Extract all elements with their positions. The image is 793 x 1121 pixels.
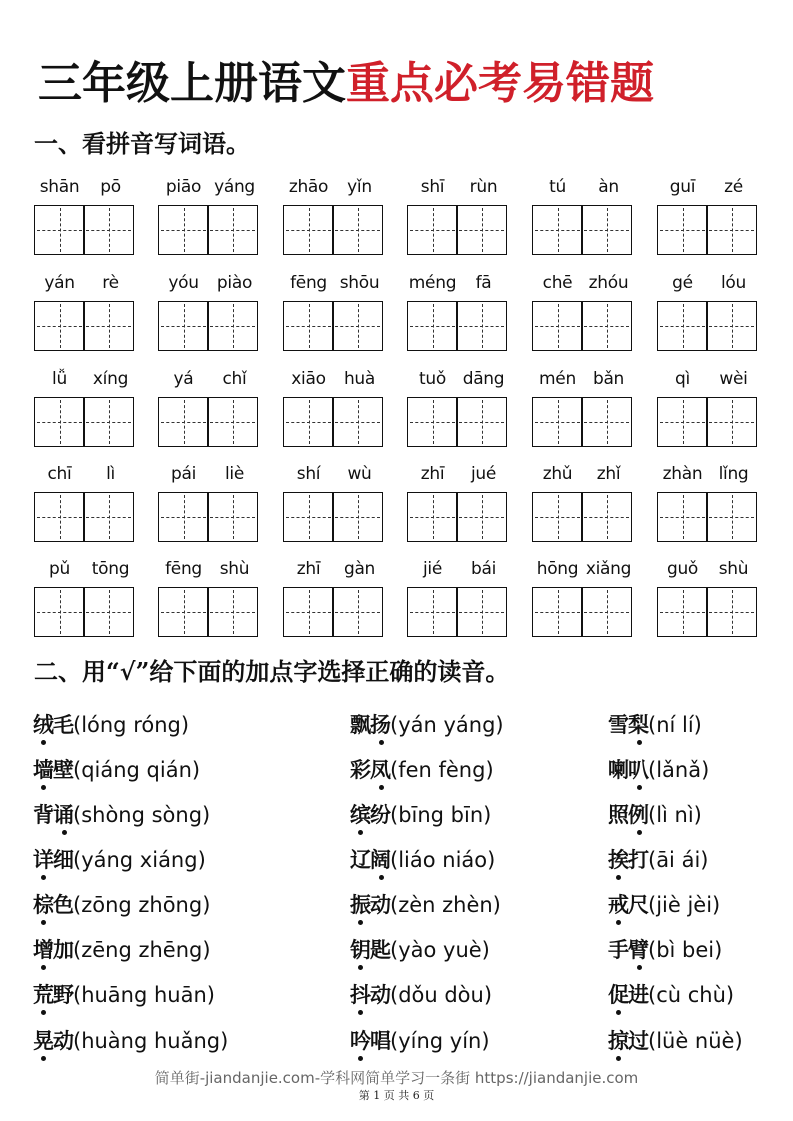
pinyin-syllable: rè (102, 273, 119, 293)
pinyin-syllable: wèi (719, 369, 748, 389)
emphasis-dot (616, 920, 621, 925)
question-word: 背诵 (33, 802, 73, 827)
pinyin-word (532, 177, 634, 257)
question-word: 戒尺 (608, 892, 648, 917)
writing-box[interactable] (532, 587, 583, 637)
writing-box[interactable] (158, 492, 209, 542)
pinyin-word (532, 559, 634, 639)
writing-box[interactable] (207, 492, 258, 542)
pinyin-syllable: jié (422, 559, 442, 579)
emphasis-dot (637, 830, 642, 835)
writing-box[interactable] (532, 301, 583, 351)
question-word: 荒野 (33, 982, 73, 1007)
pronunciation-item (33, 798, 210, 832)
pinyin-syllable: yán (44, 273, 75, 293)
writing-box[interactable] (657, 397, 708, 447)
emphasis-dot (41, 1056, 46, 1061)
pronunciation-item (608, 798, 702, 832)
writing-box[interactable] (706, 205, 757, 255)
pinyin-syllable: fēng (290, 273, 327, 293)
pinyin-syllable: zhǔ (542, 464, 573, 484)
pinyin-syllable: wù (347, 464, 372, 484)
pinyin-syllable: pō (100, 177, 121, 197)
pronunciation-item (608, 933, 722, 967)
question-word: 雪梨 (608, 712, 648, 737)
pinyin-word (283, 559, 385, 639)
pinyin-syllable: yǐn (347, 177, 372, 197)
pinyin-syllable: gàn (343, 559, 376, 579)
writing-box[interactable] (581, 301, 632, 351)
writing-box[interactable] (34, 587, 85, 637)
pinyin-syllable: pǔ (49, 559, 70, 579)
writing-box[interactable] (83, 301, 134, 351)
pinyin-syllable: rùn (469, 177, 498, 197)
pinyin-word (34, 273, 136, 353)
reading-options[interactable]: (zōng zhōng) (73, 893, 211, 917)
pinyin-syllable: dāng (462, 369, 505, 389)
reading-options[interactable]: (dǒu dòu) (390, 983, 493, 1007)
writing-box[interactable] (657, 301, 708, 351)
emphasis-dot (358, 1010, 363, 1015)
question-word: 促进 (608, 982, 648, 1007)
pinyin-syllable: tú (549, 177, 566, 197)
pinyin-syllable: guī (669, 177, 696, 197)
emphasis-dot (41, 1010, 46, 1015)
writing-box[interactable] (34, 492, 85, 542)
pinyin-syllable: zhàn (662, 464, 703, 484)
pinyin-word (657, 273, 759, 353)
section1-heading: 一、看拼音写词语。 (34, 129, 250, 158)
emphasis-dot (358, 1056, 363, 1061)
writing-box[interactable] (283, 492, 334, 542)
pronunciation-item (350, 843, 495, 877)
writing-box[interactable] (657, 205, 708, 255)
writing-box[interactable] (207, 301, 258, 351)
pinyin-syllable: tōng (91, 559, 130, 579)
question-word: 喇叭 (608, 757, 648, 782)
reading-options[interactable]: (liáo niáo) (390, 848, 496, 872)
pronunciation-item (608, 843, 708, 877)
emphasis-dot (41, 740, 46, 745)
pronunciation-item (608, 1024, 743, 1058)
pinyin-word (407, 559, 509, 639)
pronunciation-item (33, 843, 206, 877)
pinyin-syllable: zhī (420, 464, 445, 484)
pinyin-syllable: lǚ (52, 369, 67, 389)
writing-box[interactable] (158, 205, 209, 255)
question-word: 绒毛 (33, 712, 73, 737)
emphasis-dot (379, 875, 384, 880)
reading-options[interactable]: (jiè jèi) (648, 893, 721, 917)
pinyin-syllable: chī (47, 464, 72, 484)
reading-options[interactable]: (lǎnǎ) (648, 758, 710, 782)
pinyin-word (407, 464, 509, 544)
writing-box[interactable] (158, 397, 209, 447)
emphasis-dot (616, 875, 621, 880)
pinyin-syllable: shù (219, 559, 250, 579)
reading-options[interactable]: (shòng sòng) (73, 803, 211, 827)
writing-box[interactable] (332, 587, 383, 637)
pronunciation-item (608, 978, 734, 1012)
writing-box[interactable] (83, 205, 134, 255)
worksheet-title (38, 54, 758, 114)
reading-options[interactable]: (yáng xiáng) (73, 848, 206, 872)
pinyin-word (283, 369, 385, 449)
pinyin-syllable: shān (39, 177, 80, 197)
reading-options[interactable]: (bì bei) (648, 938, 723, 962)
writing-box[interactable] (706, 587, 757, 637)
pinyin-syllable: zhóu (588, 273, 629, 293)
question-word: 详细 (33, 847, 73, 872)
pinyin-syllable: zhāo (288, 177, 329, 197)
writing-box[interactable] (456, 587, 507, 637)
reading-options[interactable]: (qiáng qián) (73, 758, 201, 782)
writing-box[interactable] (283, 587, 334, 637)
reading-options[interactable]: (lóng róng) (73, 713, 190, 737)
writing-box[interactable] (34, 397, 85, 447)
emphasis-dot (358, 920, 363, 925)
pinyin-word (158, 559, 260, 639)
writing-box[interactable] (456, 301, 507, 351)
pinyin-syllable: lì (106, 464, 115, 484)
pinyin-syllable: chǐ (222, 369, 247, 389)
writing-box[interactable] (34, 301, 85, 351)
writing-box[interactable] (706, 492, 757, 542)
pinyin-word (657, 177, 759, 257)
pinyin-word (532, 369, 634, 449)
reading-options[interactable]: (huàng huǎng) (73, 1029, 229, 1053)
question-word: 抖动 (350, 982, 390, 1007)
pronunciation-item (350, 1024, 490, 1058)
writing-box[interactable] (207, 205, 258, 255)
pinyin-word (158, 273, 260, 353)
writing-box[interactable] (158, 587, 209, 637)
pinyin-syllable: shī (420, 177, 445, 197)
emphasis-dot (379, 785, 384, 790)
writing-box[interactable] (456, 397, 507, 447)
pinyin-syllable: piào (216, 273, 253, 293)
page-number: 第 1 页 共 6 页 (358, 1089, 435, 1102)
pinyin-syllable: zhī (296, 559, 321, 579)
pinyin-syllable: bǎn (592, 369, 625, 389)
pinyin-syllable: xíng (92, 369, 129, 389)
pronunciation-item (33, 708, 189, 742)
pinyin-syllable: liè (224, 464, 244, 484)
pinyin-syllable: mén (539, 369, 576, 389)
pinyin-syllable: chē (542, 273, 573, 293)
pinyin-word (158, 369, 260, 449)
writing-box[interactable] (581, 397, 632, 447)
question-word: 飘扬 (350, 712, 390, 737)
writing-box[interactable] (532, 397, 583, 447)
writing-box[interactable] (456, 492, 507, 542)
pinyin-syllable: qì (675, 369, 690, 389)
writing-box[interactable] (532, 205, 583, 255)
writing-box[interactable] (207, 397, 258, 447)
pinyin-word (657, 464, 759, 544)
question-word: 辽阔 (350, 847, 390, 872)
emphasis-dot (41, 920, 46, 925)
emphasis-dot (637, 965, 642, 970)
pinyin-syllable: fā (475, 273, 492, 293)
writing-box[interactable] (283, 205, 334, 255)
writing-box[interactable] (456, 205, 507, 255)
section2-heading: 二、用“√”给下面的加点字选择正确的读音。 (34, 657, 510, 686)
pinyin-word (657, 559, 759, 639)
emphasis-dot (41, 965, 46, 970)
pronunciation-item (350, 753, 494, 787)
writing-box[interactable] (34, 205, 85, 255)
pinyin-syllable: hōng (536, 559, 579, 579)
writing-box[interactable] (83, 397, 134, 447)
emphasis-dot (379, 740, 384, 745)
writing-box[interactable] (532, 492, 583, 542)
reading-options[interactable]: (fen fèng) (390, 758, 494, 782)
reading-options[interactable]: (ní lí) (648, 713, 702, 737)
pinyin-word (657, 369, 759, 449)
pinyin-syllable: yáng (214, 177, 255, 197)
title-red-part: 重点必考易错题 (346, 58, 654, 109)
question-word: 照例 (608, 802, 648, 827)
writing-box[interactable] (407, 205, 458, 255)
reading-options[interactable]: (zèn zhèn) (390, 893, 501, 917)
pinyin-syllable: fēng (165, 559, 202, 579)
writing-box[interactable] (407, 397, 458, 447)
reading-options[interactable]: (bīng bīn) (390, 803, 492, 827)
question-word: 缤纷 (350, 802, 390, 827)
pronunciation-item (33, 888, 210, 922)
pinyin-syllable: lóu (721, 273, 746, 293)
pronunciation-item (33, 753, 200, 787)
pronunciation-item (350, 708, 504, 742)
question-word: 墙壁 (33, 757, 73, 782)
pinyin-syllable: méng (408, 273, 457, 293)
pinyin-syllable: xiǎng (585, 559, 632, 579)
pinyin-word (158, 177, 260, 257)
question-word: 增加 (33, 937, 73, 962)
writing-box[interactable] (332, 301, 383, 351)
question-word: 振动 (350, 892, 390, 917)
writing-box[interactable] (332, 397, 383, 447)
pronunciation-item (608, 888, 720, 922)
pinyin-syllable: gé (672, 273, 693, 293)
writing-box[interactable] (407, 301, 458, 351)
emphasis-dot (358, 965, 363, 970)
emphasis-dot (358, 830, 363, 835)
pinyin-word (407, 177, 509, 257)
writing-box[interactable] (283, 301, 334, 351)
pinyin-word (283, 273, 385, 353)
pinyin-word (532, 273, 634, 353)
question-word: 棕色 (33, 892, 73, 917)
writing-box[interactable] (283, 397, 334, 447)
writing-box[interactable] (706, 397, 757, 447)
writing-box[interactable] (83, 587, 134, 637)
pinyin-syllable: shí (296, 464, 321, 484)
emphasis-dot (616, 1010, 621, 1015)
reading-options[interactable]: (yán yáng) (390, 713, 504, 737)
pronunciation-item (33, 1024, 228, 1058)
watermark-footer: 简单街-jiandanjie.com-学科网简单学习一条街 https://jiandanjie.com (154, 1069, 639, 1087)
question-word: 手臂 (608, 937, 648, 962)
pinyin-word (34, 464, 136, 544)
question-word: 掠过 (608, 1028, 648, 1053)
pinyin-syllable: huà (343, 369, 376, 389)
pinyin-word (407, 369, 509, 449)
emphasis-dot (616, 1056, 621, 1061)
reading-options[interactable]: (huāng huān) (73, 983, 215, 1007)
question-word: 吟唱 (350, 1028, 390, 1053)
pinyin-syllable: yóu (168, 273, 199, 293)
pinyin-word (532, 464, 634, 544)
pinyin-syllable: piāo (165, 177, 202, 197)
pronunciation-item (608, 708, 702, 742)
title-black-part: 三年级上册语文 (38, 58, 346, 109)
writing-box[interactable] (83, 492, 134, 542)
pinyin-syllable: shōu (339, 273, 380, 293)
emphasis-dot (637, 785, 642, 790)
pronunciation-item (350, 798, 491, 832)
writing-box[interactable] (332, 492, 383, 542)
question-word: 钥匙 (350, 937, 390, 962)
pinyin-word (158, 464, 260, 544)
pinyin-word (407, 273, 509, 353)
pinyin-syllable: lǐng (718, 464, 749, 484)
emphasis-dot (637, 740, 642, 745)
writing-box[interactable] (158, 301, 209, 351)
pronunciation-item (33, 978, 215, 1012)
pinyin-syllable: yá (173, 369, 194, 389)
pinyin-syllable: guǒ (666, 559, 699, 579)
pinyin-word (34, 369, 136, 449)
pinyin-word (283, 464, 385, 544)
pronunciation-item (33, 933, 211, 967)
reading-options[interactable]: (āi ái) (648, 848, 709, 872)
writing-box[interactable] (332, 205, 383, 255)
emphasis-dot (62, 830, 67, 835)
pinyin-syllable: pái (170, 464, 197, 484)
pinyin-syllable: zé (724, 177, 743, 197)
pronunciation-item (350, 933, 490, 967)
reading-options[interactable]: (lüè nüè) (648, 1029, 743, 1053)
emphasis-dot (41, 875, 46, 880)
pronunciation-item (350, 888, 501, 922)
writing-box[interactable] (407, 492, 458, 542)
question-word: 晃动 (33, 1028, 73, 1053)
writing-box[interactable] (407, 587, 458, 637)
emphasis-dot (41, 785, 46, 790)
pinyin-word (283, 177, 385, 257)
writing-box[interactable] (657, 492, 708, 542)
pinyin-syllable: tuǒ (419, 369, 446, 389)
pinyin-syllable: shù (718, 559, 749, 579)
pronunciation-item (350, 978, 492, 1012)
reading-options[interactable]: (zēng zhēng) (73, 938, 211, 962)
pinyin-word (34, 177, 136, 257)
reading-options[interactable]: (yíng yín) (390, 1029, 490, 1053)
reading-options[interactable]: (lì nì) (648, 803, 702, 827)
pronunciation-item (608, 753, 709, 787)
writing-box[interactable] (581, 587, 632, 637)
reading-options[interactable]: (cù chù) (648, 983, 735, 1007)
question-word: 挨打 (608, 847, 648, 872)
pinyin-syllable: àn (598, 177, 619, 197)
writing-box[interactable] (581, 205, 632, 255)
writing-box[interactable] (207, 587, 258, 637)
pinyin-syllable: bái (470, 559, 497, 579)
writing-box[interactable] (581, 492, 632, 542)
reading-options[interactable]: (yào yuè) (390, 938, 490, 962)
writing-box[interactable] (657, 587, 708, 637)
pinyin-syllable: jué (470, 464, 497, 484)
pinyin-syllable: xiāo (291, 369, 326, 389)
writing-box[interactable] (706, 301, 757, 351)
pinyin-syllable: zhǐ (596, 464, 621, 484)
question-word: 彩凤 (350, 757, 390, 782)
pinyin-word (34, 559, 136, 639)
